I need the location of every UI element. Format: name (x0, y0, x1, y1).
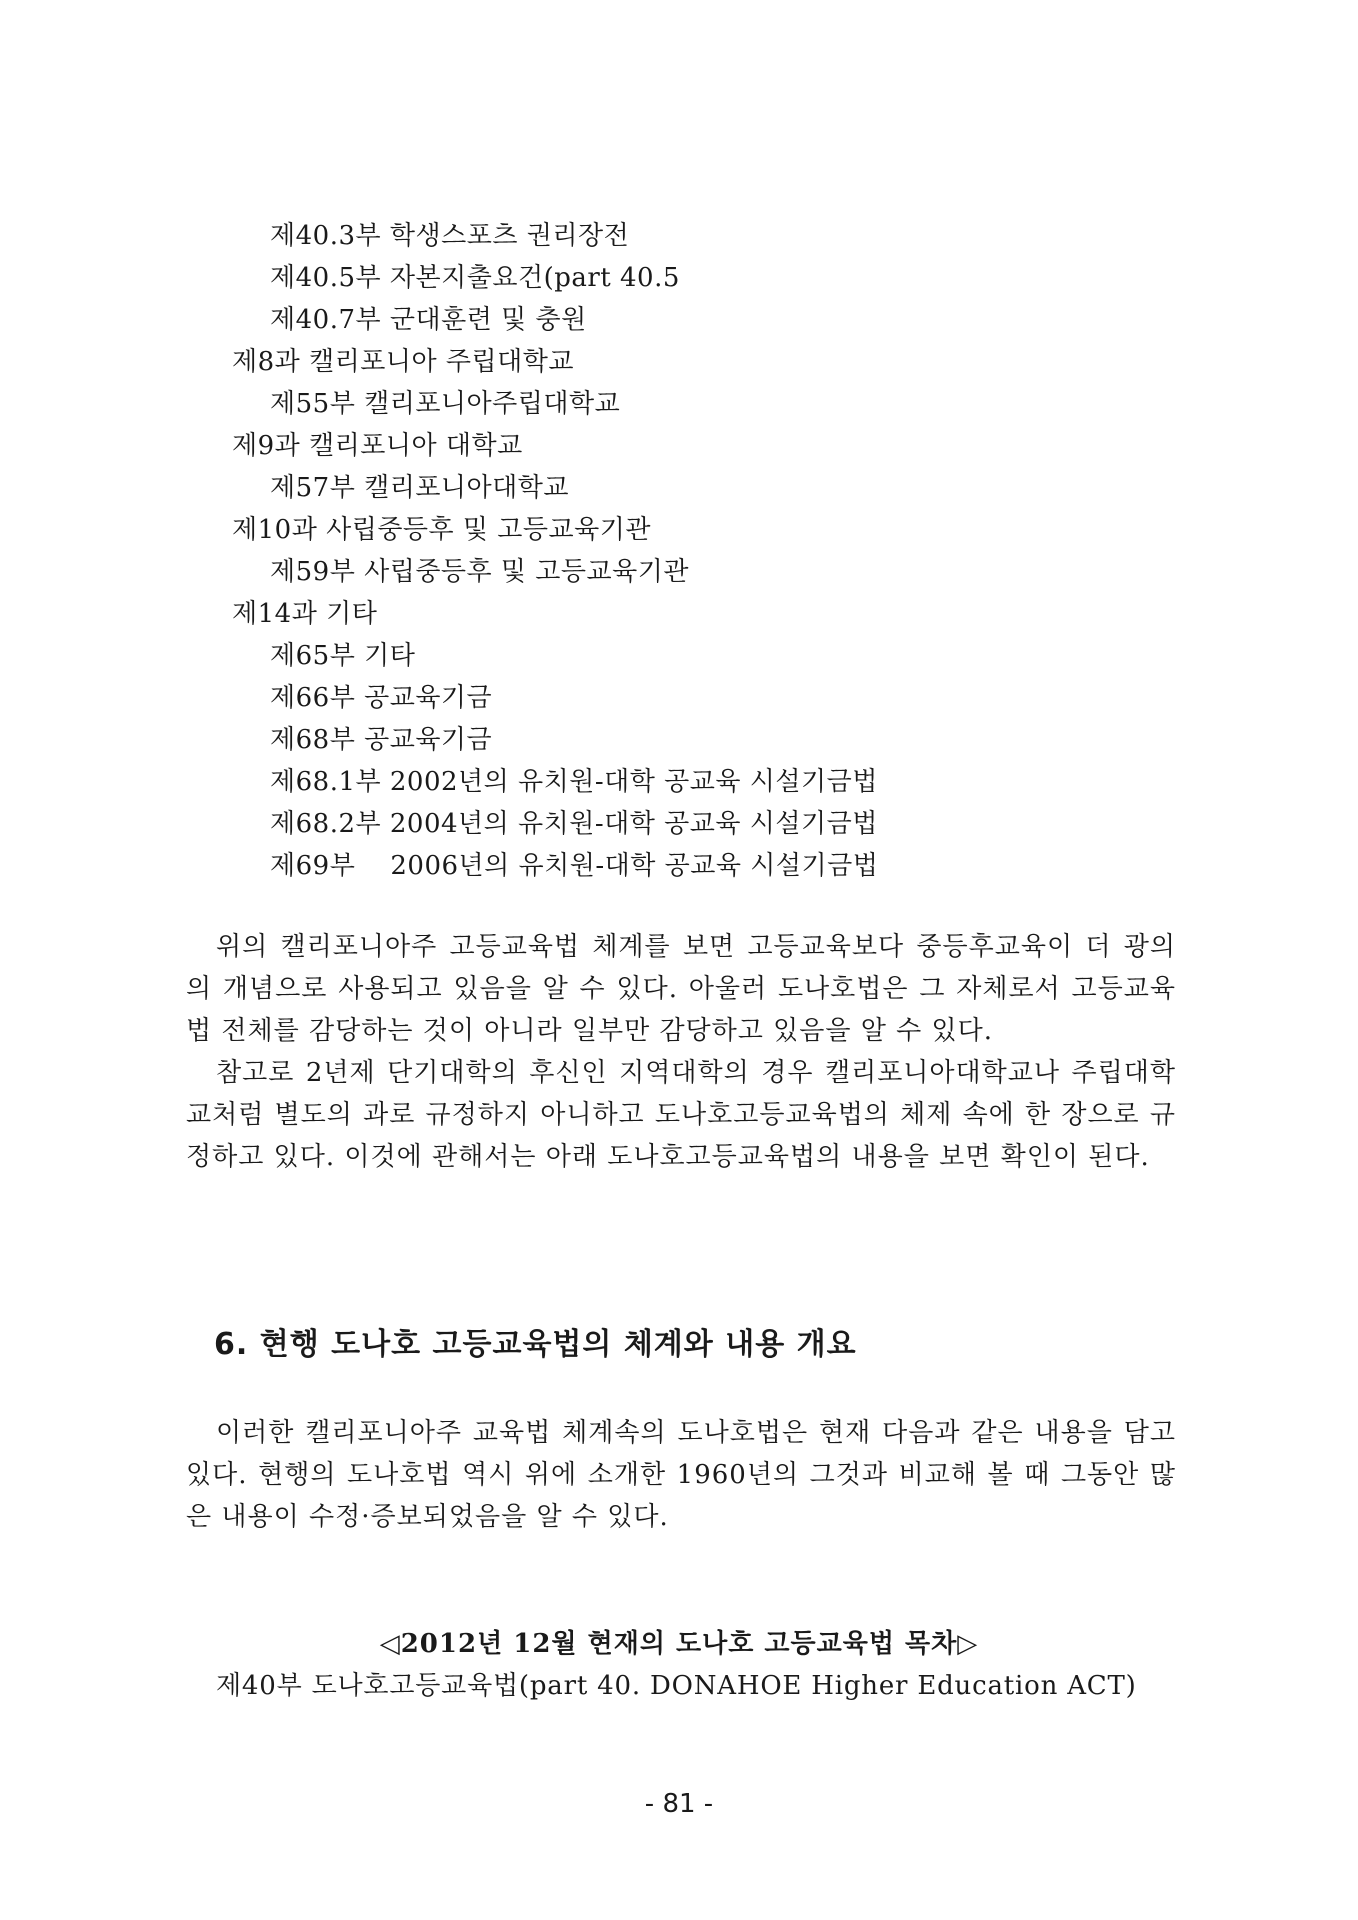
outline-item: 제9과 캘리포니아 대학교 (232, 431, 523, 461)
outline-item: 제14과 기타 (232, 599, 378, 629)
outline-item: 제65부 기타 (270, 641, 416, 671)
outline-item: 제69부 2006년의 유치원-대학 공교육 시설기금법 (270, 851, 879, 881)
outline-item: 제40.5부 자본지출요건(part 40.5 (270, 263, 680, 293)
outline-item: 제10과 사립중등후 및 고등교육기관 (232, 515, 652, 545)
outline-item: 제40.3부 학생스포츠 권리장전 (270, 221, 630, 251)
toc-item: 제40부 도나호고등교육법(part 40. DONAHOE Higher Education ACT) (216, 1671, 1137, 1701)
section-heading: 6. 현행 도나호 고등교육법의 체계와 내용 개요 (214, 1327, 857, 1362)
outline-item: 제40.7부 군대훈련 및 충원 (270, 305, 587, 335)
outline-item: 제8과 캘리포니아 주립대학교 (232, 347, 574, 377)
body-paragraph: 위의 캘리포니아주 고등교육법 체계를 보면 고등교육보다 중등후교육이 더 광의의 개념으로 사용되고 있음을 알 수 있다. 아울러 도나호법은 그 자체로서 고등교육법 전체를 감당하는 것이 아니라 일부만 감당하고 있음을 알 수 있다. (186, 932, 1176, 1046)
outline-item: 제66부 공교육기금 (270, 683, 493, 713)
outline-item: 제68.1부 2002년의 유치원-대학 공교육 시설기금법 (270, 767, 878, 797)
outline-item: 제68부 공교육기금 (270, 725, 493, 755)
body-paragraph: 참고로 2년제 단기대학의 후신인 지역대학의 경우 캘리포니아대학교나 주립대학교처럼 별도의 과로 규정하지 아니하고 도나호고등교육법의 체제 속에 한 장으로 규정하고 있다. 이것에 관해서는 아래 도나호고등교육법의 내용을 보면 확인이 된다. (186, 1058, 1176, 1172)
section-paragraph: 이러한 캘리포니아주 교육법 체계속의 도나호법은 현재 다음과 같은 내용을 담고 있다. 현행의 도나호법 역시 위에 소개한 1960년의 그것과 비교해 볼 때 그동안 많은 내용이 수정·증보되었음을 알 수 있다. (186, 1418, 1176, 1532)
page-number: - 81 - (644, 1789, 714, 1819)
outline-item: 제59부 사립중등후 및 고등교육기관 (270, 557, 690, 587)
toc-title: ◁2012년 12월 현재의 도나호 고등교육법 목차▷ (379, 1629, 979, 1659)
outline-item: 제55부 캘리포니아주립대학교 (270, 389, 621, 419)
outline-item: 제68.2부 2004년의 유치원-대학 공교육 시설기금법 (270, 809, 878, 839)
outline-item: 제57부 캘리포니아대학교 (270, 473, 570, 503)
